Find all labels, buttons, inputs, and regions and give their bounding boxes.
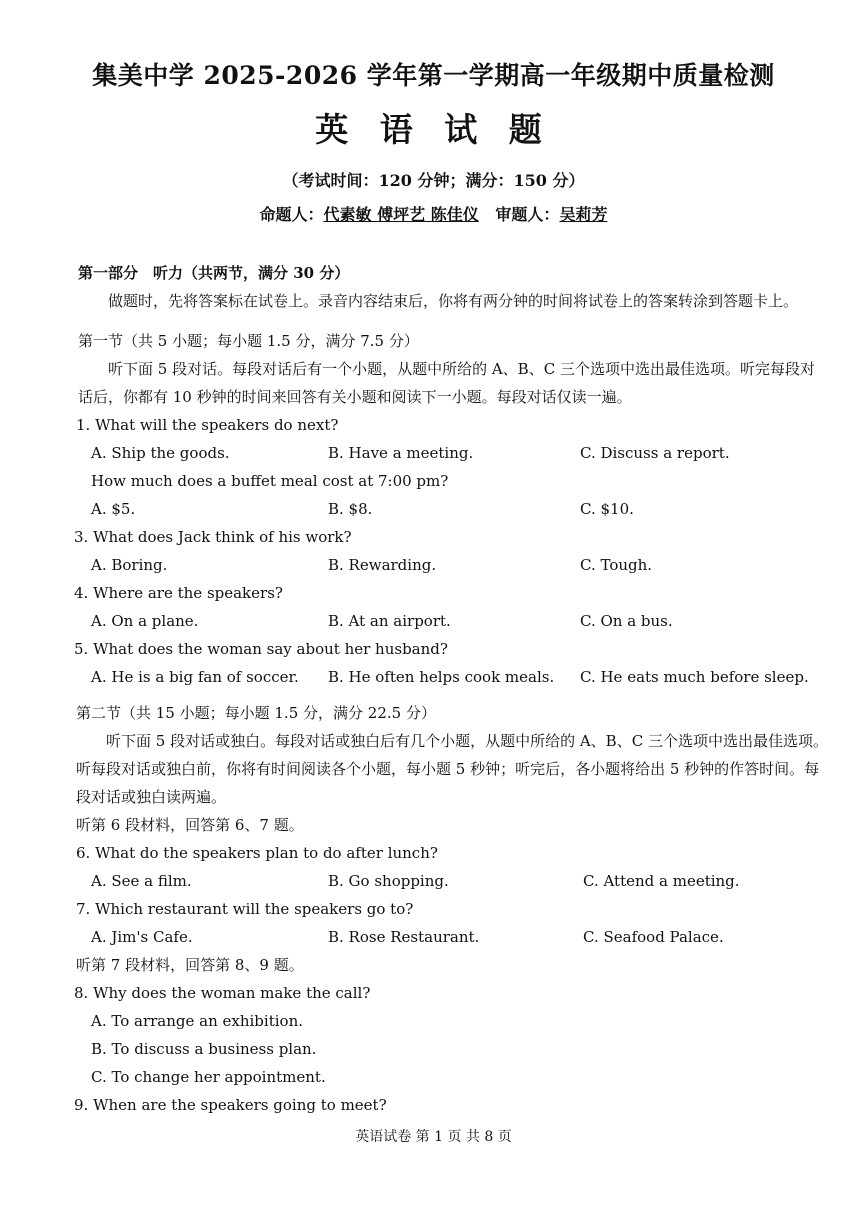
q8-option-b: B. To discuss a business plan. xyxy=(91,1040,317,1058)
question-4: 4. Where are the speakers? xyxy=(74,584,283,602)
q7-option-b: B. Rose Restaurant. xyxy=(328,928,480,946)
q2-option-c: C. $10. xyxy=(580,500,634,518)
q4-option-c: C. On a bus. xyxy=(580,612,673,630)
exam-info: （考试时间：120 分钟；满分：150 分） xyxy=(282,171,585,190)
section1-instruction-1: 听下面 5 段对话。每段对话后有一个小题，从题中所给的 A、B、C 三个选项中选出最佳选项。听完每段对 xyxy=(108,360,815,378)
q5-option-b: B. He often helps cook meals. xyxy=(328,668,555,686)
question-3: 3. What does Jack think of his work? xyxy=(74,528,352,546)
q2-option-b: B. $8. xyxy=(328,500,373,518)
q5-option-a: A. He is a big fan of soccer. xyxy=(91,668,299,686)
setters-label: 命题人： xyxy=(259,205,324,224)
question-1: 1. What will the speakers do next? xyxy=(76,416,339,434)
section2-heading: 第二节（共 15 小题；每小题 1.5 分，满分 22.5 分） xyxy=(76,704,436,722)
question-6: 6. What do the speakers plan to do after lunch? xyxy=(76,844,438,862)
section2-instruction-2: 听每段对话或独白前，你将有时间阅读各个小题，每小题 5 秒钟；听完后，各小题将给出 5 秒钟的作答时间。每 xyxy=(76,760,820,778)
q3-option-b: B. Rewarding. xyxy=(328,556,437,574)
q3-option-a: A. Boring. xyxy=(91,556,168,574)
q6-option-a: A. See a film. xyxy=(91,872,192,890)
question-5: 5. What does the woman say about her husband? xyxy=(74,640,448,658)
q2-option-a: A. $5. xyxy=(91,500,136,518)
question-9: 9. When are the speakers going to meet? xyxy=(74,1096,387,1114)
subject-title: 英 语 试 题 xyxy=(315,110,552,149)
q7-option-a: A. Jim's Cafe. xyxy=(91,928,193,946)
q4-option-a: A. On a plane. xyxy=(91,612,199,630)
page-footer: 英语试卷 第 1 页 共 8 页 xyxy=(355,1129,512,1145)
section1-instruction-2: 话后，你都有 10 秒钟的时间来回答有关小题和阅读下一小题。每段对话仅读一遍。 xyxy=(78,388,632,406)
q6-option-c: C. Attend a meeting. xyxy=(583,872,740,890)
setters-names: 代素敏 傅坪艺 陈佳仪 xyxy=(323,205,479,224)
q7-option-c: C. Seafood Palace. xyxy=(583,928,724,946)
q1-option-a: A. Ship the goods. xyxy=(91,444,230,462)
section2-instruction-1: 听下面 5 段对话或独白。每段对话或独白后有几个小题，从题中所给的 A、B、C 三个选项中选出最佳选项。 xyxy=(106,732,828,750)
q1-option-b: B. Have a meeting. xyxy=(328,444,474,462)
section2-instruction-3: 段对话或独白读两遍。 xyxy=(76,788,227,806)
q5-option-c: C. He eats much before sleep. xyxy=(580,668,809,686)
setters-line xyxy=(0,202,867,225)
question-7: 7. Which restaurant will the speakers go to? xyxy=(76,900,414,918)
material-7-heading: 听第 7 段材料，回答第 8、9 题。 xyxy=(76,956,304,974)
school-title: 集美中学 2025-2026 学年第一学期高一年级期中质量检测 xyxy=(92,61,775,90)
question-2: How much does a buffet meal cost at 7:00 pm? xyxy=(91,472,449,490)
material-6-heading: 听第 6 段材料，回答第 6、7 题。 xyxy=(76,816,304,834)
reviewer-label: 审题人： xyxy=(495,205,560,224)
q6-option-b: B. Go shopping. xyxy=(328,872,449,890)
q8-option-a: A. To arrange an exhibition. xyxy=(91,1012,303,1030)
reviewer-name: 吴莉芳 xyxy=(559,205,608,224)
section1-heading: 第一节（共 5 小题；每小题 1.5 分，满分 7.5 分） xyxy=(78,332,419,350)
question-8: 8. Why does the woman make the call? xyxy=(74,984,371,1002)
part1-heading: 第一部分 听力（共两节，满分 30 分） xyxy=(78,264,350,282)
part1-instruction: 做题时，先将答案标在试卷上。录音内容结束后，你将有两分钟的时间将试卷上的答案转涂到答题卡上。 xyxy=(108,292,799,310)
q8-option-c: C. To change her appointment. xyxy=(91,1068,326,1086)
q3-option-c: C. Tough. xyxy=(580,556,653,574)
q4-option-b: B. At an airport. xyxy=(328,612,451,630)
q1-option-c: C. Discuss a report. xyxy=(580,444,730,462)
